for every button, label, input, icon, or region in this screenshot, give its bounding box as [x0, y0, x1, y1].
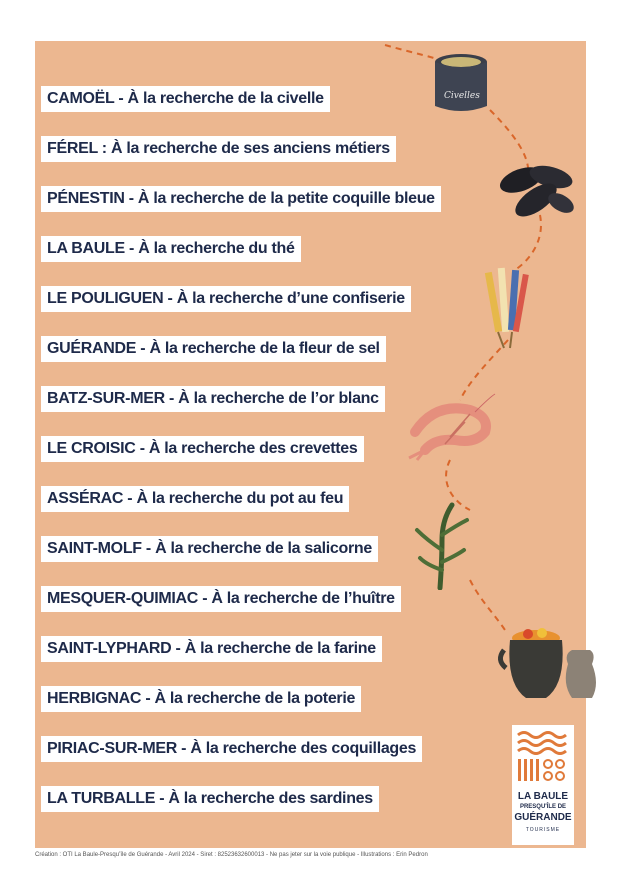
list-item: PÉNESTIN - À la recherche de la petite coquille bleue [41, 186, 441, 212]
list-item: LA TURBALLE - À la recherche des sardines [41, 786, 379, 812]
mussels-icon [496, 155, 580, 225]
logo-line-3: GUÉRANDE [514, 812, 572, 823]
list-item: LA BAULE - À la recherche du thé [41, 236, 301, 262]
waves-logo-icon [516, 729, 570, 785]
list-item: LE POULIGUEN - À la recherche d’une confiserie [41, 286, 411, 312]
credits-footer: Création : OTI La Baule-Presqu’île de Guérande - Avril 2024 - Siret : 82523632600013 - Ne pas jeter sur la voie publique - Illustrations : Erin Pedron [35, 852, 428, 858]
list-item: FÉREL : À la recherche de ses anciens métiers [41, 136, 396, 162]
tourism-logo [512, 725, 574, 845]
list-item: SAINT-MOLF - À la recherche de la salicorne [41, 536, 378, 562]
shrimp-icon [395, 392, 499, 462]
logo-line-2: PRESQU'ÎLE DE [519, 804, 567, 810]
logo-line-4: TOURISME [525, 827, 561, 833]
list-item: PIRIAC-SUR-MER - À la recherche des coquillages [41, 736, 422, 762]
tea-sticks-icon [484, 262, 530, 350]
list-item: LE CROISIC - À la recherche des crevettes [41, 436, 364, 462]
list-item: BATZ-SUR-MER - À la recherche de l’or blanc [41, 386, 385, 412]
list-item: SAINT-LYPHARD - À la recherche de la farine [41, 636, 382, 662]
list-item: CAMOËL - À la recherche de la civelle [41, 86, 330, 112]
list-item: GUÉRANDE - À la recherche de la fleur de sel [41, 336, 386, 362]
pot-au-feu-icon [496, 624, 604, 704]
eel-jar-icon [430, 50, 492, 116]
list-item: MESQUER-QUIMIAC - À la recherche de l’huître [41, 586, 401, 612]
list-item: HERBIGNAC - À la recherche de la poterie [41, 686, 361, 712]
logo-line-1: LA BAULE [517, 791, 569, 802]
salicorne-icon [412, 500, 472, 590]
jar-label: Civelles [444, 91, 480, 101]
list-item: ASSÉRAC - À la recherche du pot au feu [41, 486, 349, 512]
